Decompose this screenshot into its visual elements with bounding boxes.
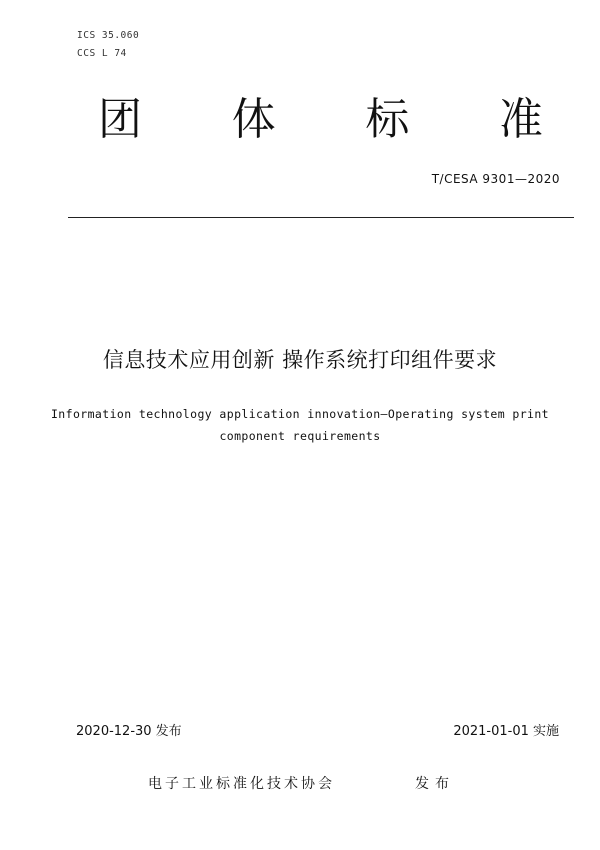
- publish-label: 发布: [415, 776, 455, 792]
- english-title: [0, 403, 600, 447]
- doc-type-char-1: 团: [98, 94, 142, 145]
- ccs-code: CCS L 74: [77, 48, 127, 59]
- doc-type-char-3: 标: [365, 94, 410, 145]
- publisher-name: 电子工业标准化技术协会: [148, 776, 335, 792]
- english-title-line-2: component requirements: [219, 429, 381, 443]
- ics-code: ICS 35.060: [77, 30, 140, 41]
- doc-type-char-2: 体: [231, 94, 276, 145]
- english-title-line-1: Information technology application innovation—Operating system print: [50, 407, 549, 421]
- header-divider: [68, 217, 574, 218]
- chinese-title: 信息技术应用创新 操作系统打印组件要求: [102, 348, 498, 372]
- standard-number: T/CESA 9301—2020: [431, 172, 560, 186]
- issue-date: 2020-12-30 发布: [76, 724, 182, 739]
- document-type-heading: [98, 90, 543, 150]
- doc-type-char-4: 准: [498, 94, 543, 145]
- implementation-date: 2021-01-01 实施: [453, 724, 559, 739]
